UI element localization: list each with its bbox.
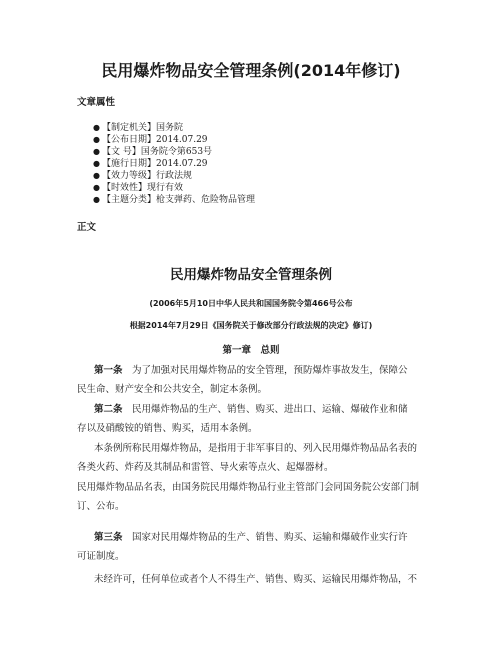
text-line: 订、公布。 [77, 501, 125, 512]
bullet-icon: ● [93, 171, 100, 180]
article-1 [77, 361, 427, 399]
attributes-heading: 文章属性 [77, 97, 116, 108]
list-item [93, 182, 255, 194]
text-line: 民用爆炸物品品名表，由国务院民用爆炸物品行业主管部门会同国务院公安部门制 [77, 482, 420, 493]
attribute-text: 【制定机关】国务院 [102, 123, 184, 133]
attribute-text: 【效力等级】行政法规 [102, 171, 193, 181]
bullet-icon: ● [93, 135, 100, 144]
article-label: 第二条 [94, 404, 123, 415]
text-line: 本条例所称民用爆炸物品，是指用于非军事目的、列入民用爆炸物品品名表的 [94, 443, 418, 454]
bullet-icon: ● [93, 159, 100, 168]
paragraph [77, 478, 427, 516]
law-title: 民用爆炸物品安全管理条例 [170, 267, 332, 283]
chapter-heading: 第一章 总则 [222, 345, 280, 356]
article-text: 民用爆炸物品的生产、销售、购买、进出口、运输、爆破作业和储 [132, 404, 408, 415]
attribute-text: 【公布日期】2014.07.29 [102, 135, 208, 145]
paragraph [77, 570, 427, 589]
document-title: 民用爆炸物品安全管理条例(2014年修订) [101, 61, 401, 80]
list-item [93, 134, 255, 146]
text-line [77, 528, 427, 547]
text-line: 民生命、财产安全和公共安全，制定本条例。 [77, 384, 268, 395]
list-item [93, 158, 255, 170]
article-text: 国家对民用爆炸物品的生产、销售、购买、运输和爆破作业实行许 [132, 532, 408, 543]
body-heading: 正文 [77, 222, 97, 233]
text-line [77, 400, 427, 419]
article-3 [77, 528, 427, 566]
text-line [77, 361, 427, 380]
attribute-text: 【施行日期】2014.07.29 [102, 159, 208, 169]
list-item [93, 194, 255, 206]
text-line: 存以及硝酸铵的销售、购买，适用本条例。 [77, 423, 258, 434]
promulgation-note: (2006年5月10日中华人民共和国国务院令第466号公布 [149, 299, 353, 308]
article-label: 第三条 [94, 532, 123, 543]
article-text: 为了加强对民用爆炸物品的安全管理，预防爆炸事故发生，保障公 [132, 365, 408, 376]
bullet-icon: ● [93, 195, 100, 204]
paragraph [77, 439, 427, 477]
list-item [93, 122, 255, 134]
attribute-text: 【主题分类】枪支弹药、危险物品管理 [102, 195, 256, 205]
attribute-text: 【文 号】国务院令第653号 [102, 147, 213, 157]
attribute-text: 【时效性】现行有效 [102, 183, 184, 193]
article-2 [77, 400, 427, 438]
bullet-icon: ● [93, 183, 100, 192]
attributes-list [93, 122, 255, 206]
text-line: 未经许可，任何单位或者个人不得生产、销售、购买、运输民用爆炸物品，不 [94, 574, 418, 585]
bullet-icon: ● [93, 123, 100, 132]
text-line: 可证制度。 [77, 551, 125, 562]
text-line: 各类火药、炸药及其制品和雷管、导火索等点火、起爆器材。 [77, 462, 334, 473]
article-label: 第一条 [94, 365, 123, 376]
list-item [93, 170, 255, 182]
bullet-icon: ● [93, 147, 100, 156]
amendment-note: 根据2014年7月29日《国务院关于修改部分行政法规的决定》修订) [129, 321, 373, 330]
list-item [93, 146, 255, 158]
